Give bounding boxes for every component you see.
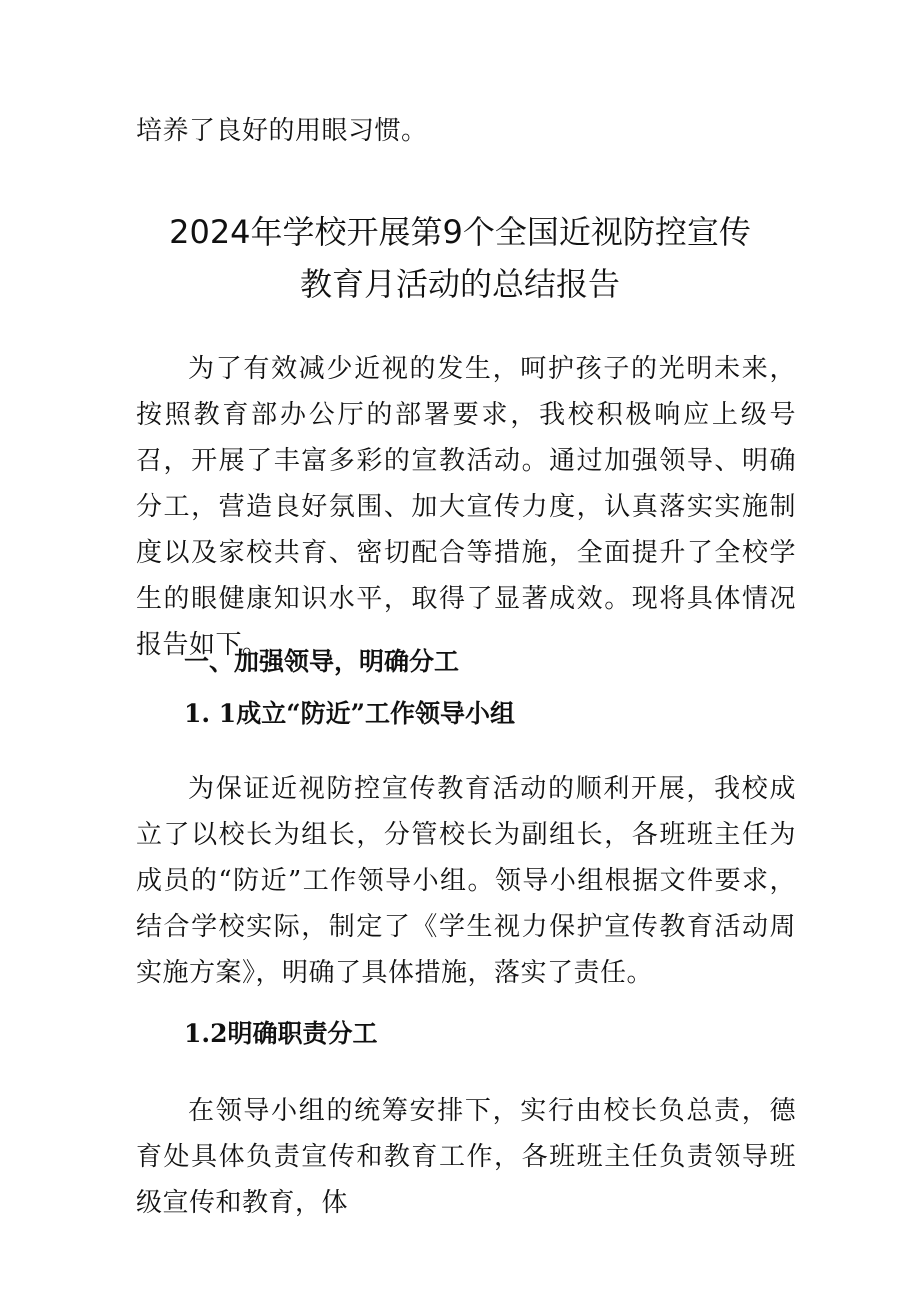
subsection-heading-1-1: 1. 1成立“防近”工作领导小组 [184,699,515,728]
paragraph-1-1: 为保证近视防控宣传教育活动的顺利开展，我校成立了以校长为组长，分管校长为副组长，各班班主任为成员的“防近”工作领导小组。领导小组根据文件要求，结合学校实际，制定了《学生视力保护宣传教育活动周实施方案》，明确了具体措施，落实了责任。 [136,774,796,988]
paragraph-1-2: 在领导小组的统筹安排下，实行由校长负总责，德育处具体负责宣传和教育工作，各班班主任负责领导班级宣传和教育，体 [136,1096,796,1218]
report-title-line-2: 教育月活动的总结报告 [299,265,620,303]
subsection-heading-1-2: 1.2明确职责分工 [184,1019,378,1048]
lead-text-line: 培养了良好的用眼习惯。 [136,116,428,146]
section-heading-1: 一、加强领导，明确分工 [184,647,460,676]
report-title-line-1: 2024年学校开展第9个全国近视防控宣传 [169,213,751,251]
intro-paragraph: 为了有效减少近视的发生，呵护孩子的光明未来，按照教育部办公厅的部署要求，我校积极响应上级号召，开展了丰富多彩的宣教活动。通过加强领导、明确分工，营造良好氛围、加大宣传力度，认真落实实施制度以及家校共育、密切配合等措施，全面提升了全校学生的眼健康知识水平，取得了显著成效。现将具体情况报告如下。 [136,354,796,660]
